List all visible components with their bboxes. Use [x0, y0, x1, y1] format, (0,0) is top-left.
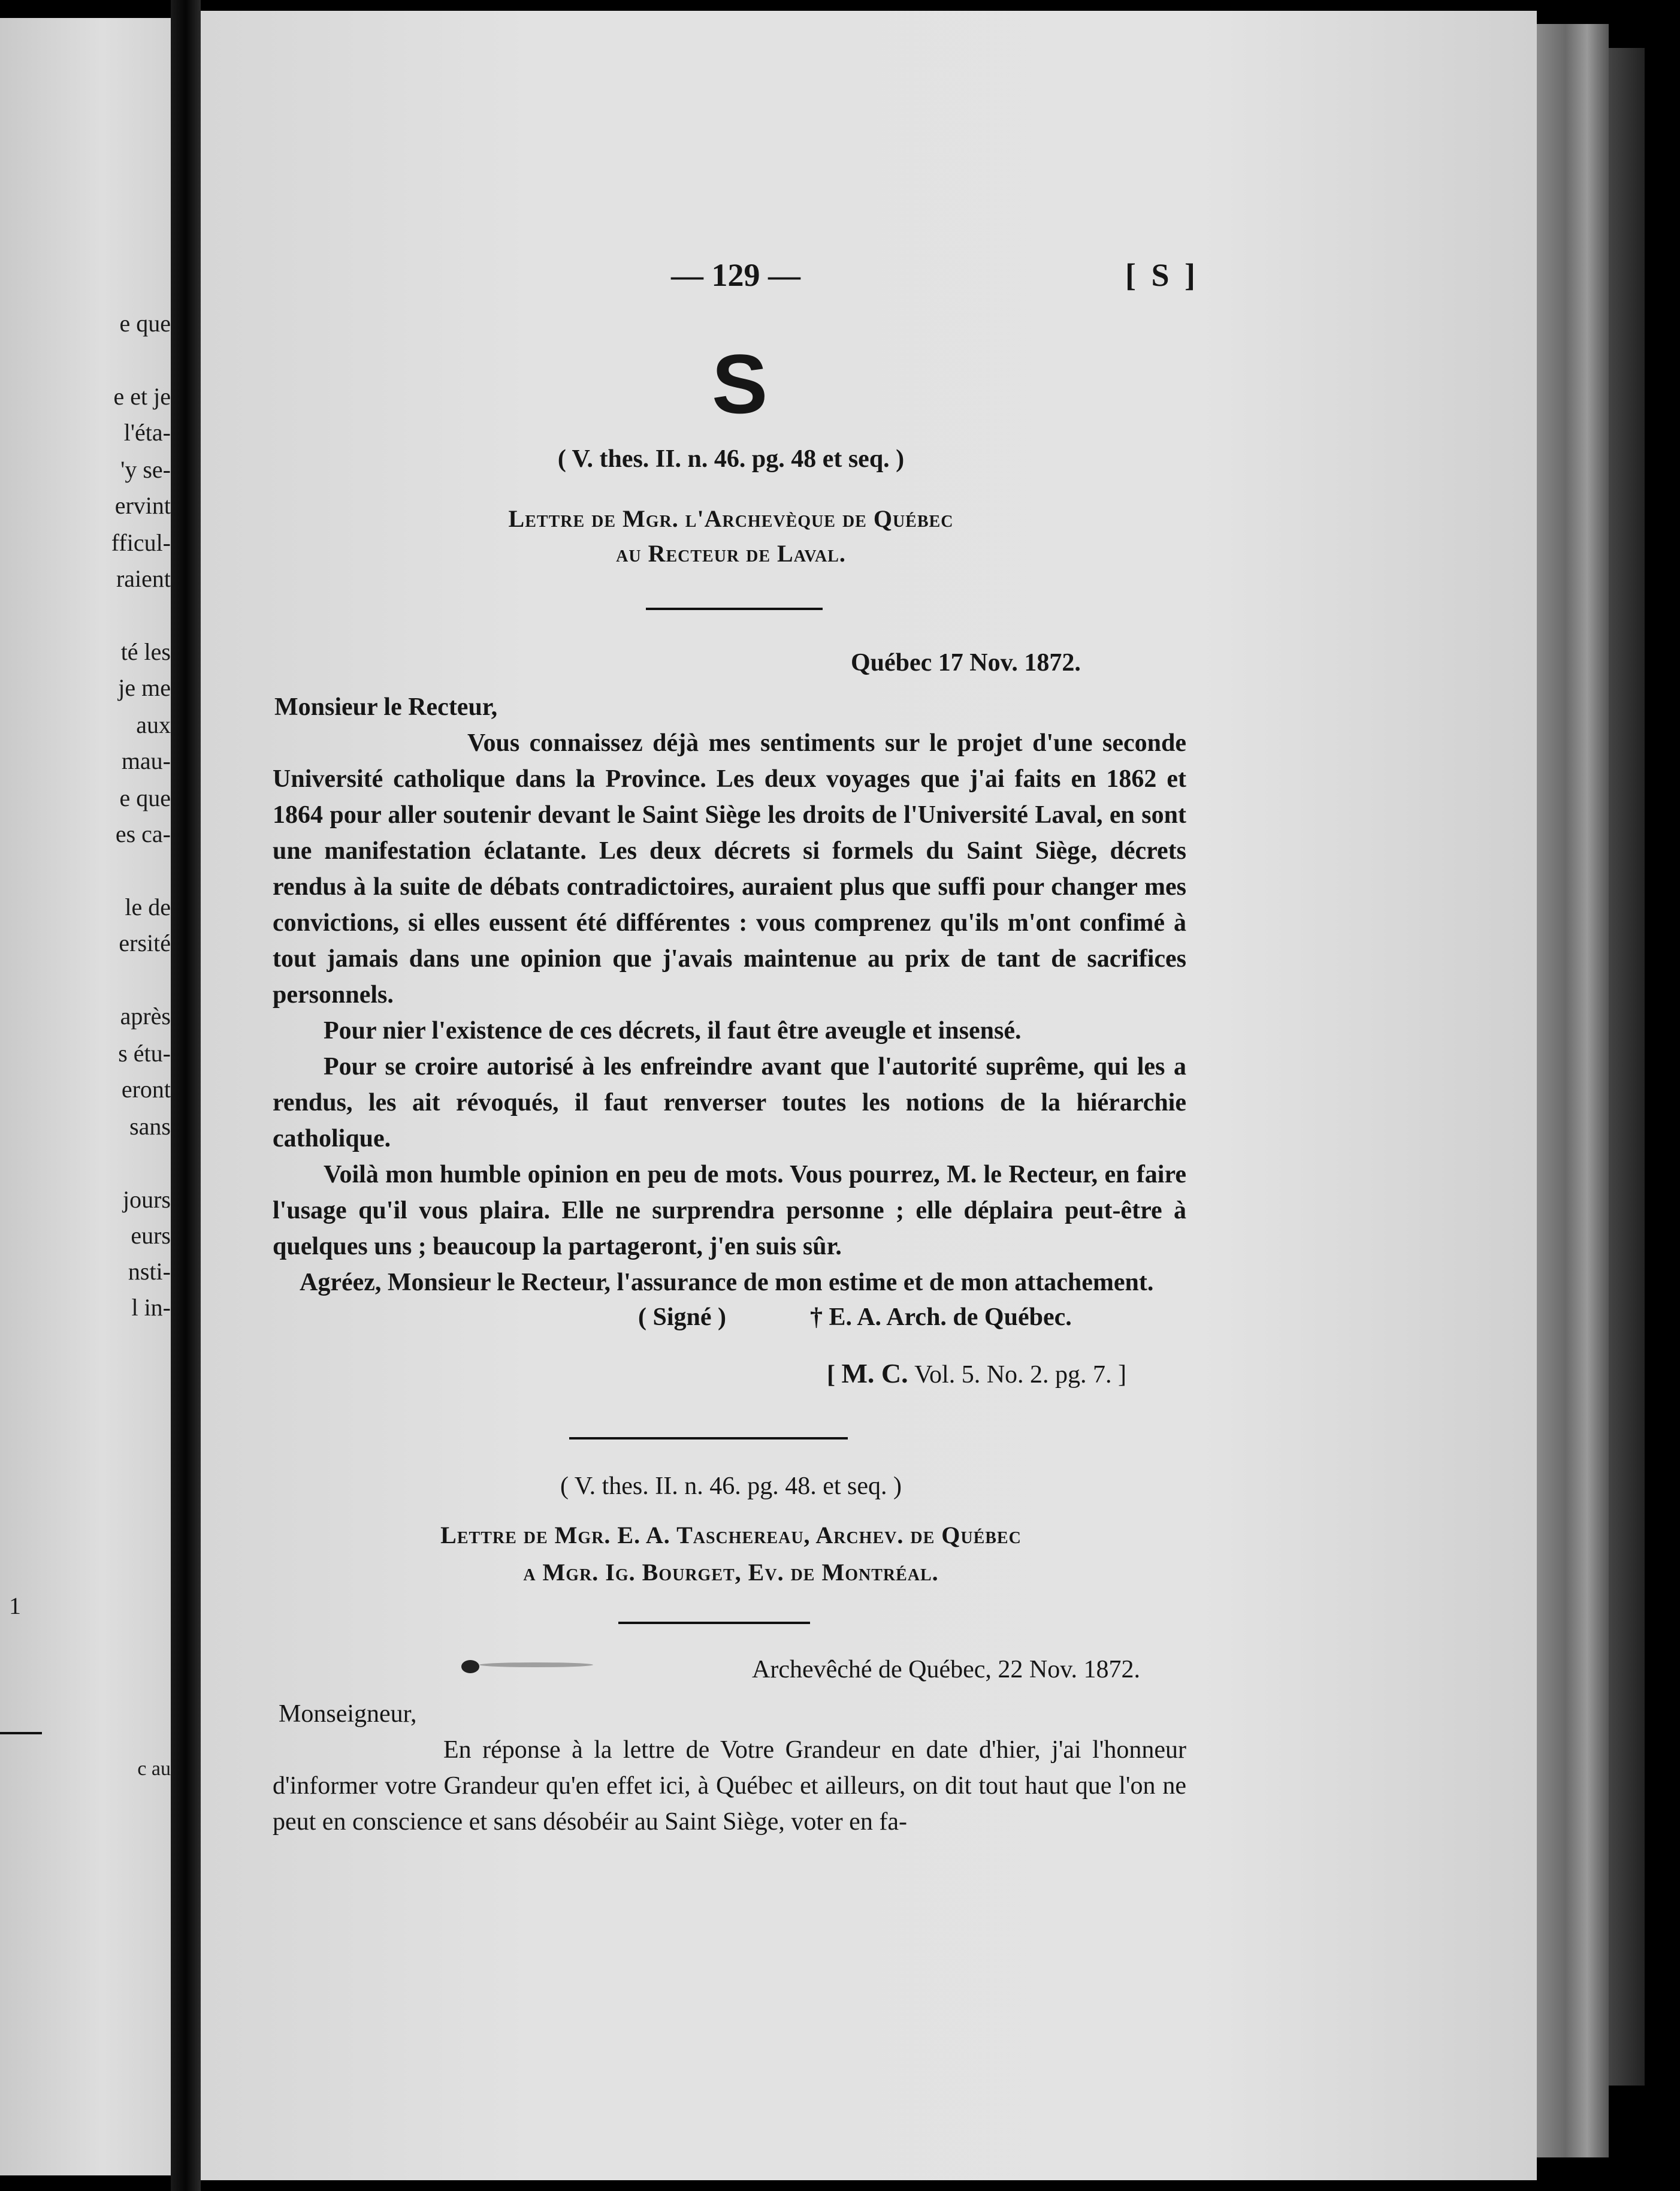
letter1-citation	[827, 1356, 1126, 1393]
section-letter: S	[712, 337, 768, 431]
section-divider	[569, 1437, 848, 1439]
letter1-title-line1: Lettre de Mgr. l'Archevèque de Québec	[508, 505, 954, 532]
previous-page-line: nsti-	[128, 1258, 171, 1285]
citation-details: Vol. 5. No. 2. pg. 7. ]	[914, 1361, 1127, 1389]
letter1-reference: ( V. thes. II. n. 46. pg. 48 et seq. )	[557, 445, 905, 473]
book-gutter	[171, 0, 201, 2191]
letter1-paragraph: Pour nier l'existence de ces décrets, il faut être aveugle et insensé.	[324, 1017, 1022, 1045]
section-mark: [ S ]	[1125, 257, 1199, 293]
citation-source: M. C.	[841, 1358, 908, 1389]
previous-page-line: je me	[118, 674, 171, 701]
previous-page-line: e que	[119, 310, 171, 337]
previous-page-line: fficul-	[111, 529, 171, 556]
letter1-paragraph: Pour se croire autorisé à les enfreindre avant que l'autorité suprême, qui les a rendus, les ait révoqués, il faut renverser toutes les notions de la hiérarchie catholique.	[273, 1053, 1186, 1152]
letter2-paragraph: En réponse à la lettre de Votre Grandeur en date d'hier, j'ai l'honneur d'informer votre Grandeur qu'en effet ici, à Québec et ailleurs, on dit tout haut que l'on ne peut en conscience et sans désobéir au Saint Siège, voter en fa-	[273, 1736, 1186, 1836]
previous-page-line: le de	[125, 894, 171, 921]
letter1-closing: Agréez, Monsieur le Recteur, l'assurance de mon estime et de mon attachement.	[300, 1269, 1154, 1296]
previous-page-line: ersité	[119, 929, 171, 956]
previous-page-line: e et je	[113, 383, 171, 410]
letter2-title-line1: Lettre de Mgr. E. A. Taschereau, Archev. de Québec	[440, 1522, 1022, 1549]
previous-page-line: après	[120, 1003, 171, 1030]
ink-smudge	[479, 1662, 593, 1667]
letter2-rule	[618, 1622, 810, 1624]
previous-page-line: eront	[121, 1076, 171, 1103]
letter1-salutation: Monsieur le Recteur,	[274, 693, 498, 721]
previous-page-line: eurs	[131, 1222, 171, 1249]
previous-page-line: sans	[129, 1113, 171, 1140]
previous-page-line: es ca-	[115, 820, 171, 847]
letter1-paragraph: Voilà mon humble opinion en peu de mots. Vous pourrez, M. le Recteur, en faire l'usage qu'il vous plaira. Elle ne surprendra personne ; elle déplaira peut-être à quelques uns ; beaucoup la partageront, j'en suis sûr.	[273, 1161, 1186, 1260]
letter1-title-line2: au Recteur de Laval.	[616, 540, 846, 567]
previous-page-line: mau-	[121, 747, 171, 774]
letter1-signature: † E. A. Arch. de Québec.	[810, 1303, 1072, 1331]
letter1-paragraph: Vous connaissez déjà mes sentiments sur le projet d'une seconde Université catholique dans la Province. Les deux voyages que j'ai faits en 1862 et 1864 pour aller soutenir devant le Saint Siège les droits de l'Université Laval, en sont une manifestation éclatante. Les deux décrets si formels du Saint Siège, décrets rendus à la suite de débats contradictoires, auraient plus que suffi pour changer mes convictions, si elles eussent été différentes : vous comprenez qu'ils m'ont confimé à tout jamais dans une opinion que j'avais maintenue au prix de tant de sacrifices personnels.	[273, 729, 1186, 1009]
previous-page-line: 'y se-	[120, 456, 171, 483]
previous-page-rule	[0, 1732, 42, 1734]
previous-page-line: té les	[120, 638, 171, 665]
letter2-date: Archevêché de Québec, 22 Nov. 1872.	[752, 1656, 1141, 1683]
letter1-date: Québec 17 Nov. 1872.	[851, 649, 1081, 677]
page-number: — 129 —	[671, 257, 800, 293]
previous-page	[0, 18, 171, 2175]
page-edge	[1537, 24, 1609, 2157]
letter2-reference: ( V. thes. II. n. 46. pg. 48. et seq. )	[560, 1472, 902, 1500]
letter2-salutation: Monseigneur,	[279, 1700, 417, 1728]
previous-page-line: c au	[137, 1758, 171, 1780]
binding-shadow	[1609, 48, 1645, 2086]
previous-page-line: l in-	[131, 1294, 171, 1321]
previous-page-line: s étu-	[118, 1040, 171, 1067]
previous-page-line: 1	[9, 1592, 21, 1619]
previous-page-line: jours	[123, 1186, 171, 1213]
previous-page-line: e que	[119, 784, 171, 811]
letter1-signed-label: ( Signé )	[638, 1303, 726, 1331]
ink-blot	[461, 1660, 479, 1673]
previous-page-line: aux	[136, 711, 171, 738]
previous-page-line: l'éta-	[123, 419, 171, 446]
previous-page-line: raient	[116, 565, 171, 592]
letter1-rule	[646, 608, 823, 610]
citation-open: [	[827, 1361, 835, 1389]
letter2-title-line2: a Mgr. Ig. Bourget, Ev. de Montréal.	[523, 1559, 939, 1586]
previous-page-line: ervint	[114, 492, 171, 519]
